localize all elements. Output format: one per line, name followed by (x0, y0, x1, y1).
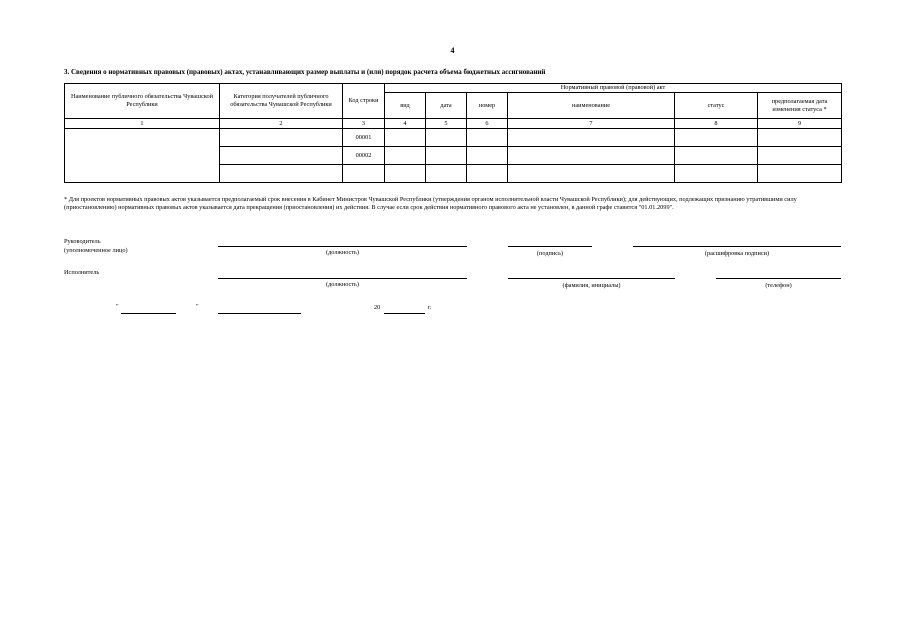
cell-code: 00002 (343, 147, 385, 165)
column-number: 4 (385, 119, 426, 129)
cell-code (343, 165, 385, 183)
cell-status[interactable] (675, 147, 758, 165)
cell-change-date[interactable] (758, 129, 842, 147)
cell-category[interactable] (220, 129, 343, 147)
executor-name-caption: (фамилия, инициалы) (562, 282, 621, 289)
head-signature-caption: (подпись) (536, 250, 564, 257)
date-year-prefix: 20 (374, 304, 381, 311)
column-number: 6 (467, 119, 508, 129)
column-number: 8 (675, 119, 758, 129)
header-status: статус (675, 93, 758, 119)
header-change-date: предполагаемая дата изменения статуса * (758, 93, 842, 119)
page-number: 4 (450, 46, 455, 55)
executor-phone-caption: (телефон) (765, 282, 792, 289)
header-code: Код строки (343, 84, 385, 119)
cell-change-date[interactable] (758, 147, 842, 165)
acts-table (64, 83, 842, 183)
table-row (65, 129, 842, 147)
executor-position-caption: (должность) (325, 281, 360, 288)
column-number: 1 (65, 119, 220, 129)
header-number: номер (467, 93, 508, 119)
head-position-caption: (должность) (325, 249, 360, 256)
head-position-line[interactable] (218, 246, 467, 247)
cell-title[interactable] (508, 165, 675, 183)
column-number: 9 (758, 119, 842, 129)
column-number: 2 (220, 119, 343, 129)
column-number: 3 (343, 119, 385, 129)
header-act-group: Нормативный правовой (правовой) акт (385, 84, 842, 93)
cell-type[interactable] (385, 147, 426, 165)
date-month-line[interactable] (218, 313, 301, 314)
date-day-line[interactable] (121, 313, 176, 314)
cell-name[interactable] (65, 129, 220, 183)
date-year-line[interactable] (384, 313, 425, 314)
cell-type[interactable] (385, 165, 426, 183)
date-year-suffix: г. (428, 304, 432, 311)
date-open-quote: " (116, 303, 119, 310)
cell-code: 00001 (343, 129, 385, 147)
cell-category[interactable] (220, 165, 343, 183)
footnote: * Для проектов нормативных правовых актов указывается предполагаемый срок внесения в Кабинет Министров Чувашской Республики (утверждения органом исполнительной власти Чувашской Республики); для действующих, подлежащих признанию утратившими силу (приостановлению) нормативных правовых актов указывается дата прекращения (приостановления) их действия. В случае если срок действия нормативного правового акта не установлен, в данной графе ставится "01.01.2099". (64, 196, 797, 212)
executor-name-line[interactable] (508, 278, 675, 279)
header-category: Категория получателей публичного обязательства Чувашской Республики (220, 84, 343, 119)
cell-title[interactable] (508, 129, 675, 147)
header-type: вид (385, 93, 426, 119)
cell-number[interactable] (467, 147, 508, 165)
head-signature-line[interactable] (508, 246, 592, 247)
header-name: Наименование публичного обязательства Чувашской Республики (65, 84, 220, 119)
cell-date[interactable] (426, 129, 467, 147)
cell-number[interactable] (467, 129, 508, 147)
head-label: Руководитель (64, 238, 101, 245)
executor-label: Исполнитель (64, 269, 100, 276)
executor-position-line[interactable] (218, 278, 467, 279)
header-title: наименование (508, 93, 675, 119)
column-numbers-row (65, 119, 842, 129)
cell-category[interactable] (220, 147, 343, 165)
head-sublabel: (уполномоченное лицо) (64, 247, 128, 254)
cell-type[interactable] (385, 129, 426, 147)
column-number: 7 (508, 119, 675, 129)
cell-status[interactable] (675, 165, 758, 183)
head-decoding-caption: (расшифровка подписи) (704, 250, 770, 257)
header-date: дата (426, 93, 467, 119)
cell-date[interactable] (426, 165, 467, 183)
cell-status[interactable] (675, 129, 758, 147)
date-close-quote: " (196, 303, 199, 310)
column-number: 5 (426, 119, 467, 129)
head-decoding-line[interactable] (633, 246, 841, 247)
cell-date[interactable] (426, 147, 467, 165)
cell-number[interactable] (467, 165, 508, 183)
cell-change-date[interactable] (758, 165, 842, 183)
cell-title[interactable] (508, 147, 675, 165)
executor-phone-line[interactable] (716, 278, 841, 279)
section-title: 3. Сведения о нормативных правовых (правовых) актах, устанавливающих размер выплаты и (или) порядок расчета объема бюджетных ассигнований (64, 68, 546, 76)
